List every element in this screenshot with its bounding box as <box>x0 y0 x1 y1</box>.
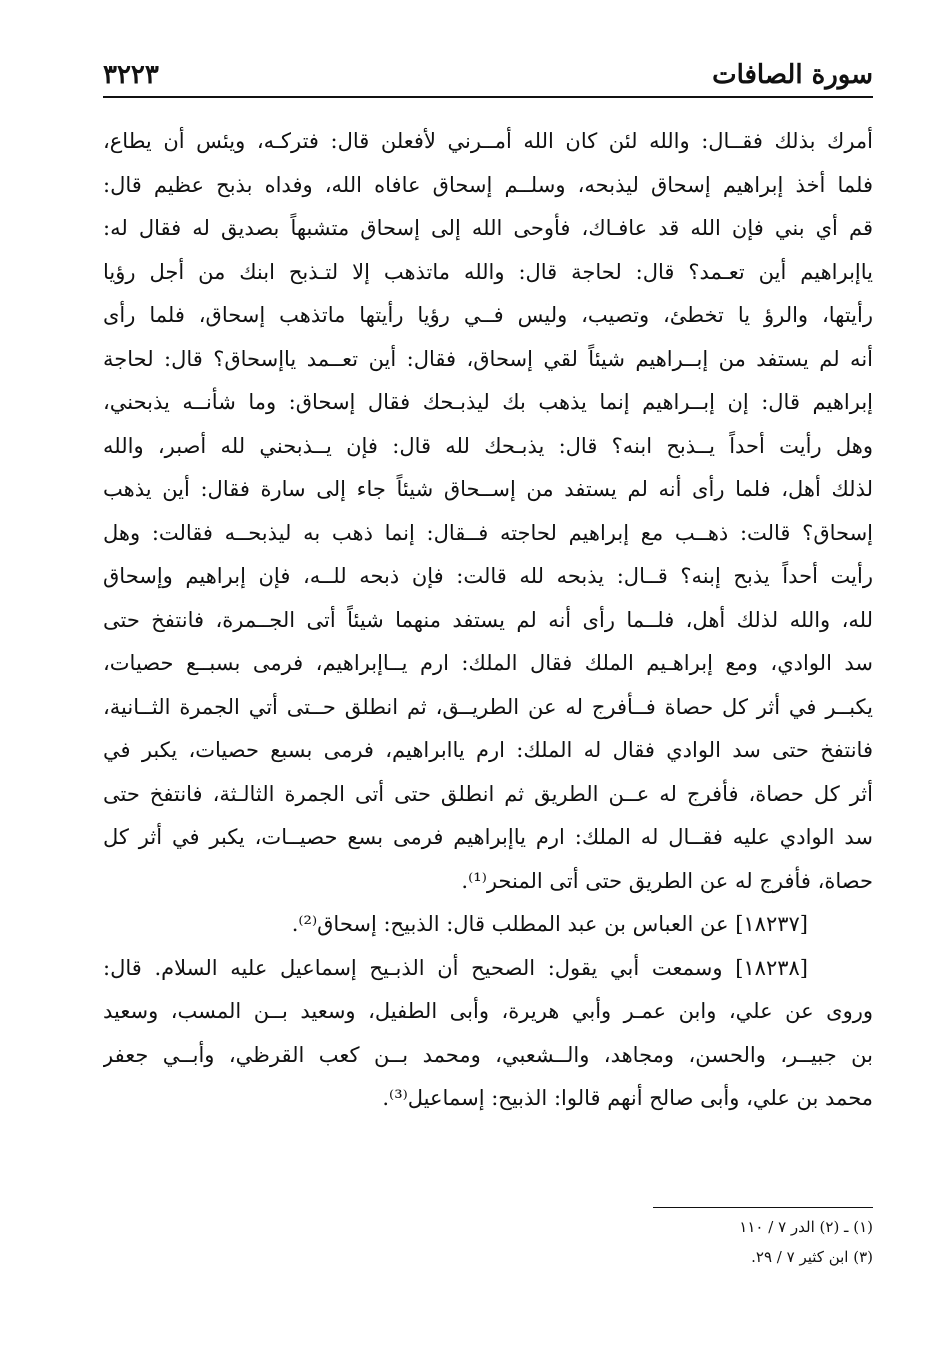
footnote-divider <box>653 1207 873 1208</box>
text-line: إبراهيم قال: إن إبــراهيم إنما يذهب بك ليذبـحك فقال إسحاق: وما شأنــه يذبحني، <box>103 390 873 414</box>
footnotes <box>473 1212 873 1272</box>
text-line: أمرك بذلك فقــال: والله لئن كان الله أمــرني لأفعلن قال: فتركـه، ويئس أن يطاع، <box>103 129 873 153</box>
header-divider <box>103 96 873 98</box>
text-line: وروى عن علي، وابن عمـر وأبي هريرة، وأبى الطفيل، وسعيد بــن المسب، وسعيد <box>103 999 873 1023</box>
text-line: ياإبراهيم أين تعـمد؟ قال: لحاجة قال: والله ماتذهب إلا لتـذبح ابنك من أجل رؤيا <box>103 259 873 284</box>
footnote-3: (٣) ابن كثير ٧ / ٢٩. <box>751 1248 873 1266</box>
text-line: إسحاق؟ قالت: ذهــب مع إبراهيم لحاجته فــقال: إنما ذهب به ليذبحــه فقالت: وهل <box>103 520 873 545</box>
text-line: لذلك أهل، فلما رأى أنه لم يستفد من إســحاق شيئاً جاء إلى سارة فقال: أين يذهب <box>103 477 873 501</box>
footnote-1-2: (١) ـ (٢) الدر ٧ / ١١٠ <box>739 1218 873 1236</box>
text-line: فانتفخ حتى سد الوادي فقال له الملك: ارم ياابراهيم، فرمى بسبع حصيات، يكبر في <box>103 738 873 762</box>
text-line: بن جبيــر، والحسن، ومجاهد، والــشعبي، ومحمد بــن كعب القرظي، وأبــي جعفر <box>103 1042 873 1067</box>
surah-title: سورة الصافات <box>712 60 873 90</box>
text-line: رأيتها، والرؤ يا تخطئ، وتصيب، وليس فــي رؤيا رأيتها ماتذهب إسحاق، فلما رأى <box>103 303 873 327</box>
narration-18237: [١٨٢٣٧] عن العباس بن عبد المطلب قال: الذبيح: إسحاق⁽²⁾. <box>291 912 808 936</box>
text-line: رأيت أحداً يذبح إبنه؟ قــال: يذبحه لله قالت: فإن ذبحه للــه، فإن إبراهيم وإسحاق <box>103 564 873 588</box>
text-line: سد الوادي عليه فقــال له الملك: ارم ياإبراهيم فرمى بسع حصيــات، يكبر في أثر كل <box>103 825 873 849</box>
text-line: حصاة، فأفرج له عن الطريق حتى أتى المنحر⁽¹⁾. <box>461 868 873 893</box>
text-line: يكبــر في أثر كل حصاة فــأفرج له عن الطريــق، ثم انطلق حــتى أتي الجمرة الثــانية، <box>103 694 873 719</box>
narration-18238: [١٨٢٣٨] وسمعت أبي يقول: الصحيح أن الذبـيح إسماعيل عليه السلام. قال: <box>103 955 808 980</box>
text-line: وهل رأيت أحداً يــذبح ابنه؟ قال: يذبـحك لله قال: فإن يــذبحني لله أصبر، والله <box>103 433 873 458</box>
page-number: ٣٢٢٣ <box>103 60 159 90</box>
text-line: فلما أخذ إبراهيم إسحاق ليذبحه، وسلــم إسحاق عافاه الله، وفداه بذبح عظيم قال: <box>103 172 873 197</box>
text-line: محمد بن علي، وأبى صالح أنهم قالوا: الذبيح: إسماعيل⁽³⁾. <box>382 1086 873 1110</box>
text-line: أنه لم يستفد من إبــراهيم شيئاً لقي إسحاق، فقال: أين تعــمد ياإسحاق؟ قال: لحاجة <box>103 346 873 371</box>
main-text <box>103 120 873 1121</box>
text-line: سد الوادي، ومع إبراهـيم الملك فقال الملك: ارم يــاإبراهيم، فرمى بسبــع حصيات، <box>103 651 873 675</box>
text-line: أثر كل حصاة، فأفرج له عــن الطريق ثم انطلق حتى أتى الجمرة الثالـثة، فانتفخ حتى <box>103 781 873 806</box>
text-line: قم أي بني فإن الله قد عافـاك، فأوحى الله إلى إسحاق متشبهاً بصديق له فقال له: <box>103 216 873 240</box>
page-header <box>103 60 873 92</box>
text-line: لله، والله لذلك أهل، فلــما رأى أنه لم يستفد منهما شيئاً أتى الجــمرة، فانتفخ حتى <box>103 607 873 632</box>
